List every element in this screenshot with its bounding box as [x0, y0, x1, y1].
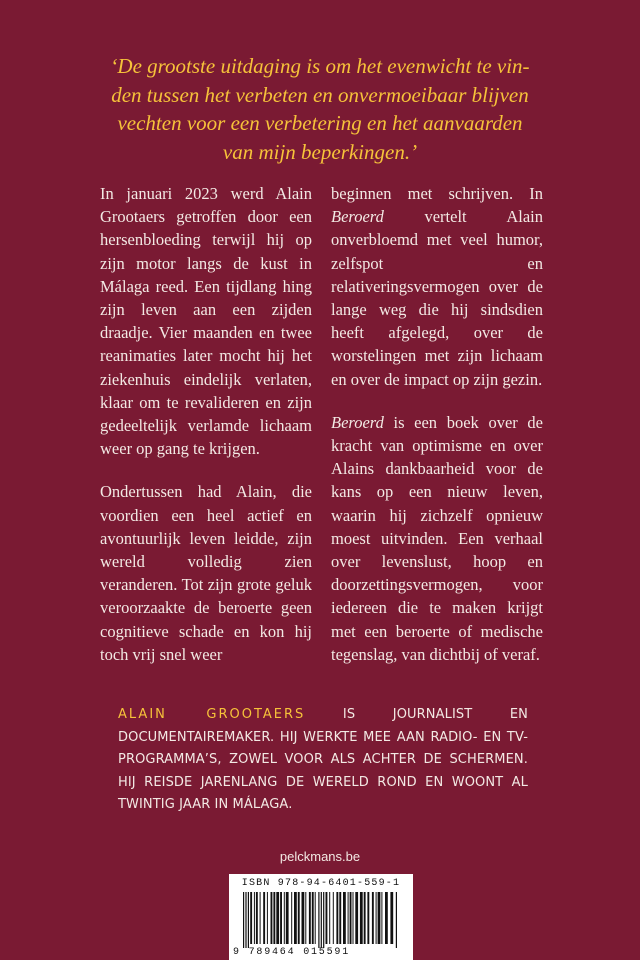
blurb-paragraph-4 — [331, 411, 543, 666]
barcode-bars — [243, 892, 399, 948]
barcode-bar — [305, 892, 306, 944]
barcode-bar — [250, 892, 252, 944]
book-title: Beroerd — [331, 207, 384, 227]
barcode-bar — [248, 892, 249, 948]
barcode-bar — [276, 892, 279, 944]
barcode-bar — [284, 892, 285, 944]
quote-line: van mijn beperkingen.’ — [222, 139, 418, 164]
book-title: Beroerd — [331, 412, 384, 432]
blurb-columns — [100, 182, 543, 682]
barcode-bar — [326, 892, 328, 944]
barcode-bar — [309, 892, 311, 944]
left-column — [100, 182, 312, 682]
barcode-bar — [329, 892, 330, 944]
barcode-block — [229, 874, 413, 960]
author-bio — [118, 704, 528, 817]
barcode-bar — [364, 892, 366, 944]
barcode-bar — [254, 892, 255, 944]
blurb-paragraph-3 — [331, 182, 543, 391]
barcode-digits: 9 789464 015591 — [233, 947, 351, 958]
barcode-bar — [385, 892, 388, 944]
barcode-bar — [336, 892, 338, 944]
barcode-bar — [396, 892, 397, 948]
pull-quote — [40, 52, 600, 166]
publisher-website: pelckmans.be — [279, 849, 361, 864]
barcode-bar — [298, 892, 300, 944]
barcode-bar — [339, 892, 341, 944]
author-name: ALAIN GROOTAERS — [118, 707, 306, 722]
barcode-bar — [312, 892, 314, 944]
text-span: vertelt Alain onverbloemd met veel humor, zelfspot en relativeringsvermogen over de lange weg die hij sindsdien heeft afgelegd, over de worstelingen met zijn lichaam en over de impact op zijn gezin. — [331, 207, 543, 389]
barcode-bar — [355, 892, 358, 944]
barcode-bar — [318, 892, 319, 948]
isbn-label: ISBN 978-94-6401-559-1 — [241, 878, 401, 889]
barcode-bar — [390, 892, 393, 944]
barcode-bar — [323, 892, 324, 948]
barcode-bar — [333, 892, 334, 944]
barcode-bar — [256, 892, 258, 944]
barcode-bar — [260, 892, 261, 944]
author-bio-text: IS JOURNALIST EN DOCUMENTAIREMAKER. HIJ WERKTE MEE AAN RADIO- EN TV-PROGRAMMA’S, ZOWEL VOOR ALS ACHTER DE SCHERMEN. HIJ REISDE JARENLANG DE WERELD ROND EN WOONT AL TWINTIG JAAR IN MÁLAGA. — [118, 707, 529, 812]
barcode-bar — [348, 892, 349, 944]
quote-line: vechten voor een verbetering en het aanvaarden — [117, 111, 523, 135]
barcode-bar — [243, 892, 244, 948]
text-span: is een boek over de kracht van optimisme en over Alains dankbaarheid voor de kans op een nieuw leven, waarin hij zichzelf opnieuw moest uitvinden. Een verhaal over levenslust, hoop en doorzettingsvermogen, voor iedereen die te maken krijgt met een beroerte of medische tegenslag, van dichtbij of veraf. — [331, 412, 543, 664]
blurb-paragraph-2: Ondertussen had Alain, die voordien een heel actief en avontuurlijk leven leidde, zijn wereld volledig zien veranderen. Tot zijn grote geluk veroorzaakte de beroerte geen cognitieve schade en kon hij toch vrij snel weer — [100, 482, 312, 664]
quote-line: ‘De grootste uitdaging is om het evenwicht te vin- — [110, 54, 530, 78]
barcode-bar — [367, 892, 369, 944]
barcode-bar — [294, 892, 297, 944]
barcode-bar — [267, 892, 268, 944]
barcode-bar — [280, 892, 282, 944]
quote-line: den tussen het verbeten en onvermoeibaar blijven — [111, 82, 529, 107]
barcode-bar — [376, 892, 377, 944]
barcode-bar — [286, 892, 289, 944]
barcode-bar — [263, 892, 265, 944]
barcode-bar — [360, 892, 363, 944]
barcode-bar — [378, 892, 381, 944]
barcode-bar — [350, 892, 352, 944]
barcode-bar — [381, 892, 382, 944]
barcode-bar — [302, 892, 305, 944]
barcode-bar — [343, 892, 346, 944]
barcode-bar — [245, 892, 246, 948]
barcode-bar — [273, 892, 275, 944]
barcode-bar — [353, 892, 354, 944]
right-column — [331, 182, 543, 682]
barcode-bar — [315, 892, 316, 944]
barcode-bar — [372, 892, 374, 944]
barcode-bar — [321, 892, 322, 948]
text-span: beginnen met schrijven. In — [331, 184, 543, 203]
barcode-bar — [291, 892, 292, 944]
blurb-paragraph-1: In januari 2023 werd Alain Grootaers getroffen door een hersenbloeding terwijl hij op zijn motor langs de kust in Málaga reed. Een tijdlang hing zijn leven aan een zijden draadje. Vier maanden en twee reanimaties later mocht hij het ziekenhuis eindelijk verlaten, klaar om te revalideren en zijn gedeeltelijk verlamde lichaam weer op gang te krijgen. — [100, 184, 312, 459]
barcode-bar — [271, 892, 273, 944]
